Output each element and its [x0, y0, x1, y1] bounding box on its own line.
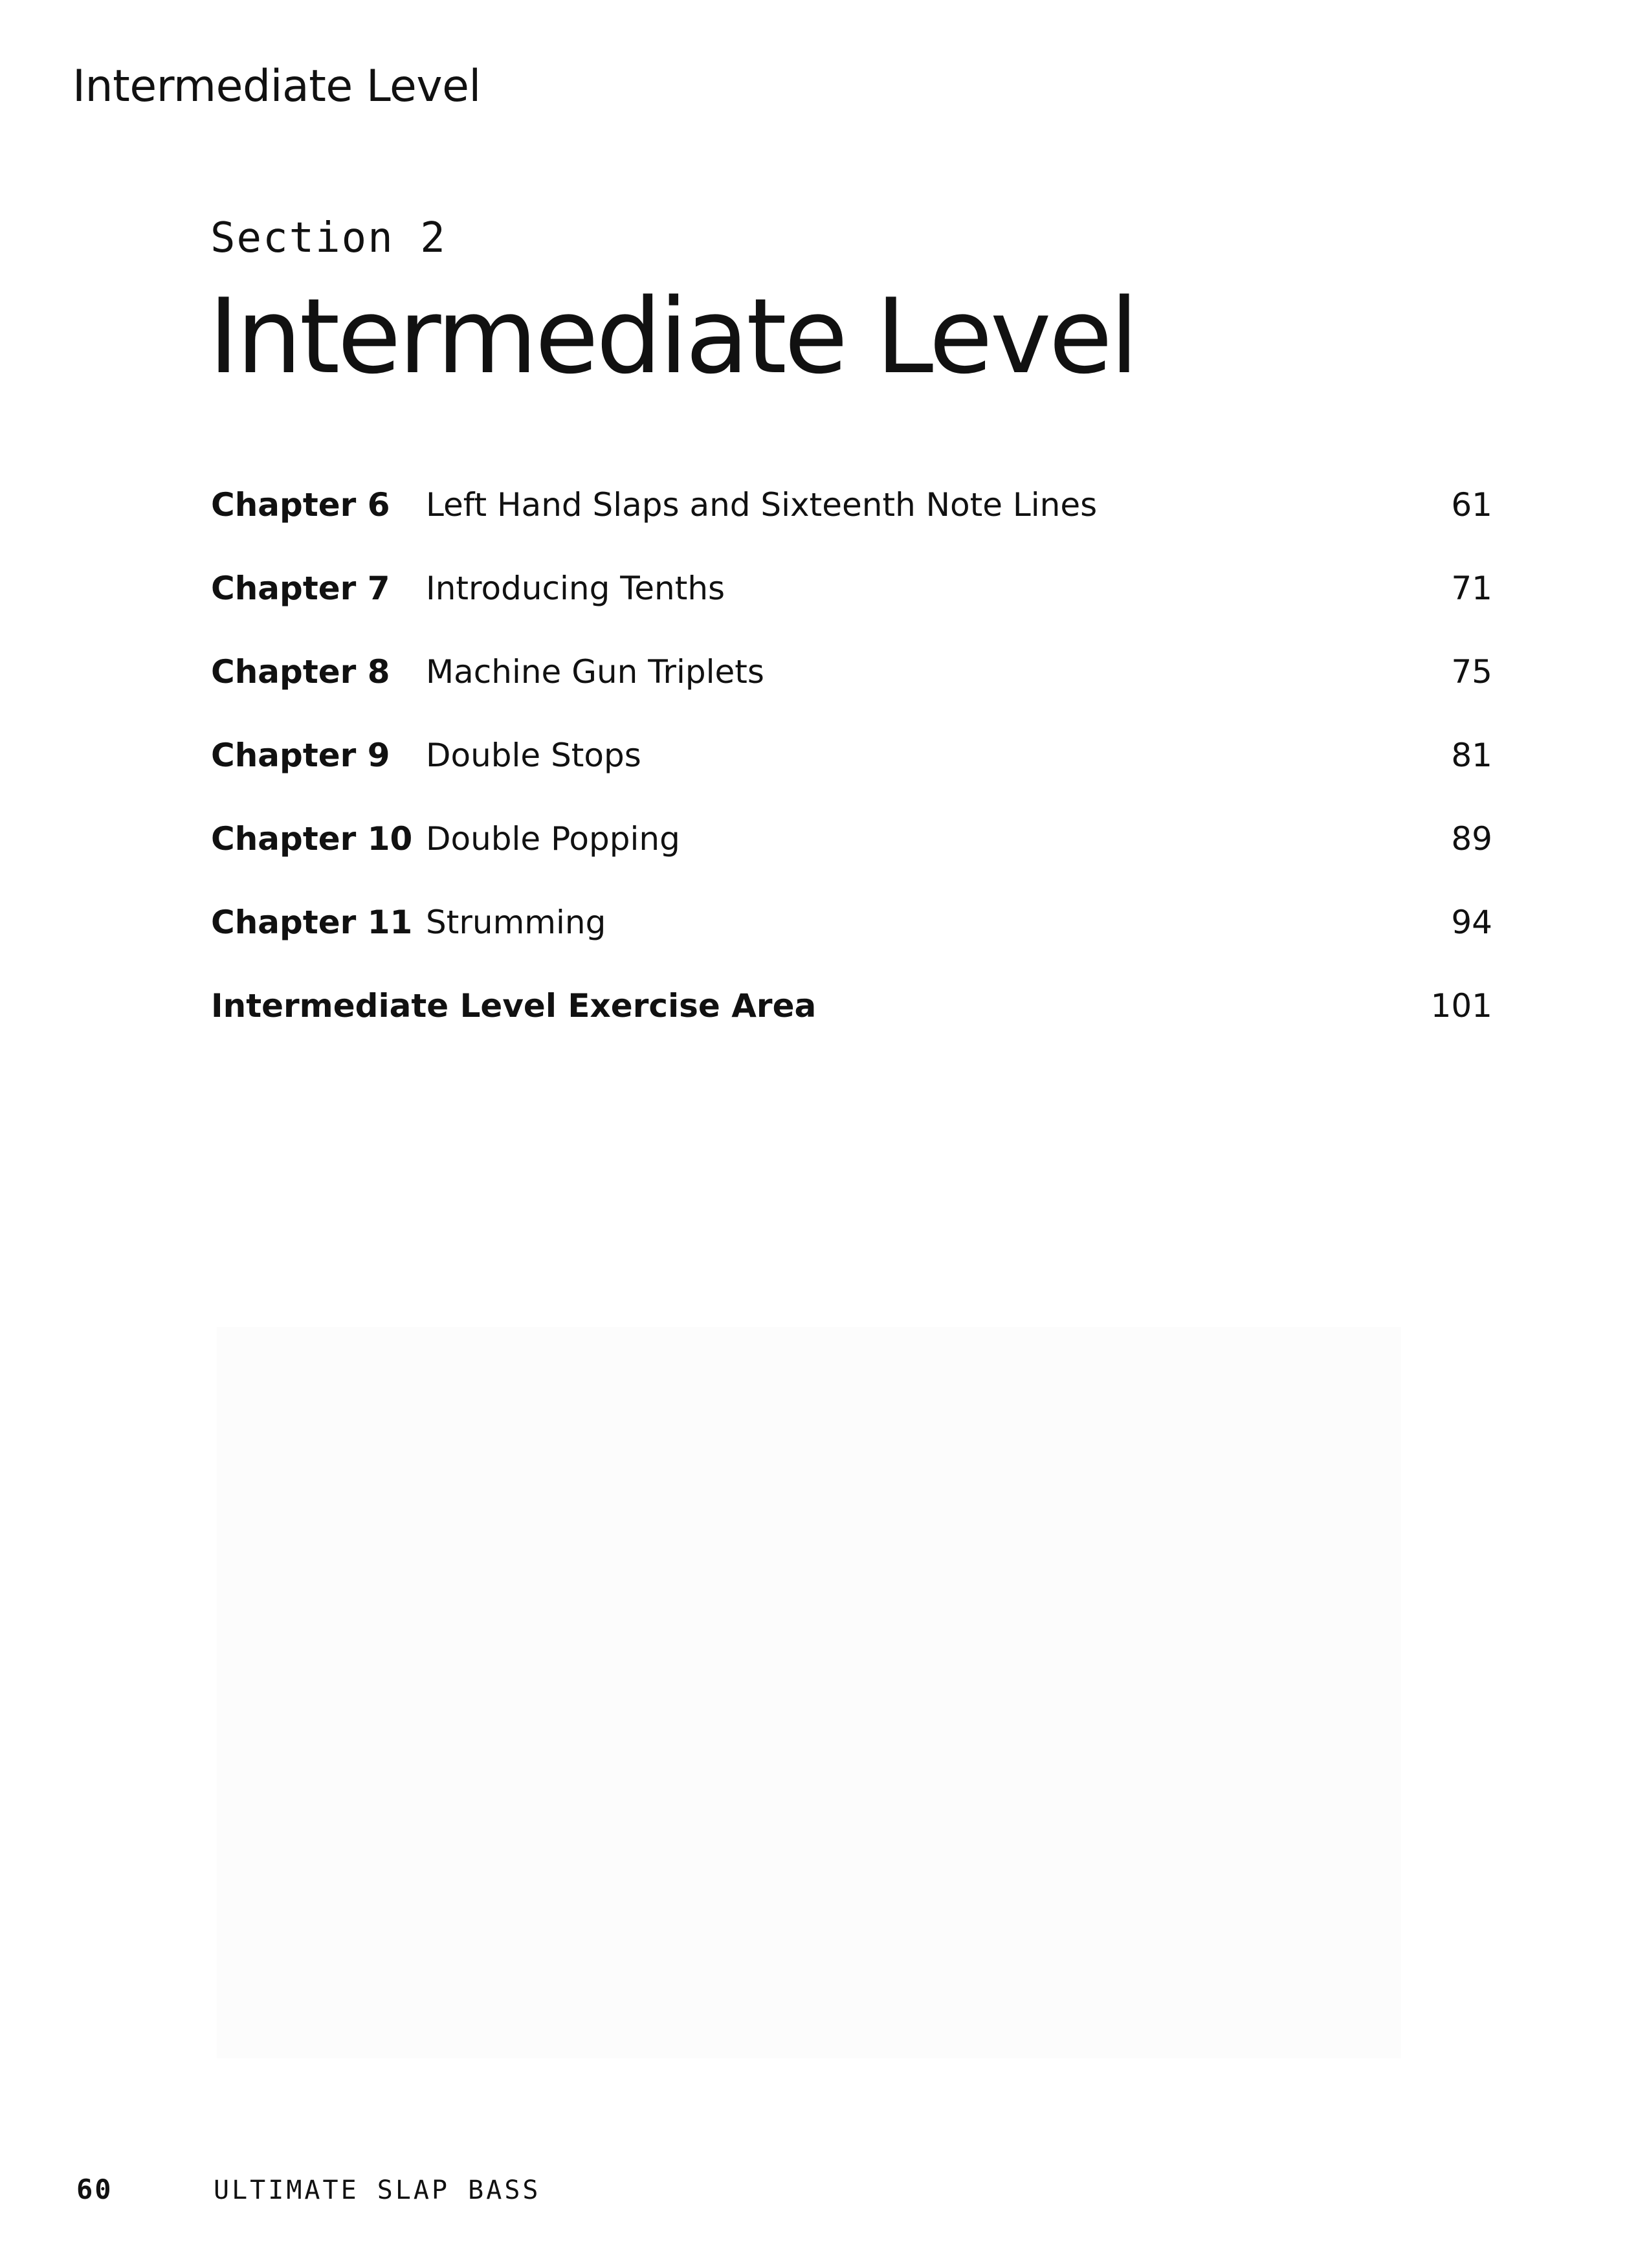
toc-chapter-title: Strumming	[426, 904, 606, 941]
toc-entry-chapter-10[interactable]	[211, 819, 1492, 903]
toc-chapter-number: Chapter 11	[211, 904, 413, 941]
footer-book-title: ULTIMATE SLAP BASS	[214, 2175, 541, 2205]
footer-page-number: 60	[76, 2174, 113, 2205]
toc-entry-chapter-6[interactable]	[211, 485, 1492, 569]
toc-chapter-number: Chapter 7	[211, 570, 390, 607]
toc-chapter-number: Chapter 10	[211, 820, 413, 858]
toc-page-number: 71	[1451, 570, 1492, 607]
toc-chapter-title: Left Hand Slaps and Sixteenth Note Lines	[426, 486, 1098, 524]
toc-chapter-title: Machine Gun Triplets	[426, 653, 764, 691]
toc-entry-chapter-8[interactable]	[211, 652, 1492, 736]
toc-chapter-title: Double Stops	[426, 737, 641, 774]
toc-entry-chapter-9[interactable]	[211, 736, 1492, 819]
toc-page-number: 81	[1451, 737, 1492, 774]
toc-chapter-number: Chapter 6	[211, 486, 390, 524]
toc-entry-exercise-area[interactable]	[211, 986, 1492, 1070]
toc-page-number: 61	[1451, 486, 1492, 524]
toc-entry-chapter-11[interactable]	[211, 903, 1492, 986]
section-title: Intermediate Level	[208, 276, 1136, 397]
toc-page-number: 94	[1451, 904, 1492, 941]
toc-chapter-title: Introducing Tenths	[426, 570, 725, 607]
toc-page-number: 101	[1430, 987, 1492, 1025]
section-label: Section 2	[210, 214, 447, 262]
toc-page-number: 89	[1451, 820, 1492, 858]
toc-chapter-title: Double Popping	[426, 820, 680, 858]
table-of-contents	[211, 485, 1492, 1070]
toc-exercise-title: Intermediate Level Exercise Area	[211, 987, 817, 1025]
running-header: Intermediate Level	[72, 61, 481, 112]
toc-page-number: 75	[1451, 653, 1492, 691]
toc-chapter-number: Chapter 9	[211, 737, 390, 774]
show-through-area	[217, 1327, 1401, 2058]
toc-entry-chapter-7[interactable]	[211, 569, 1492, 652]
toc-chapter-number: Chapter 8	[211, 653, 390, 691]
